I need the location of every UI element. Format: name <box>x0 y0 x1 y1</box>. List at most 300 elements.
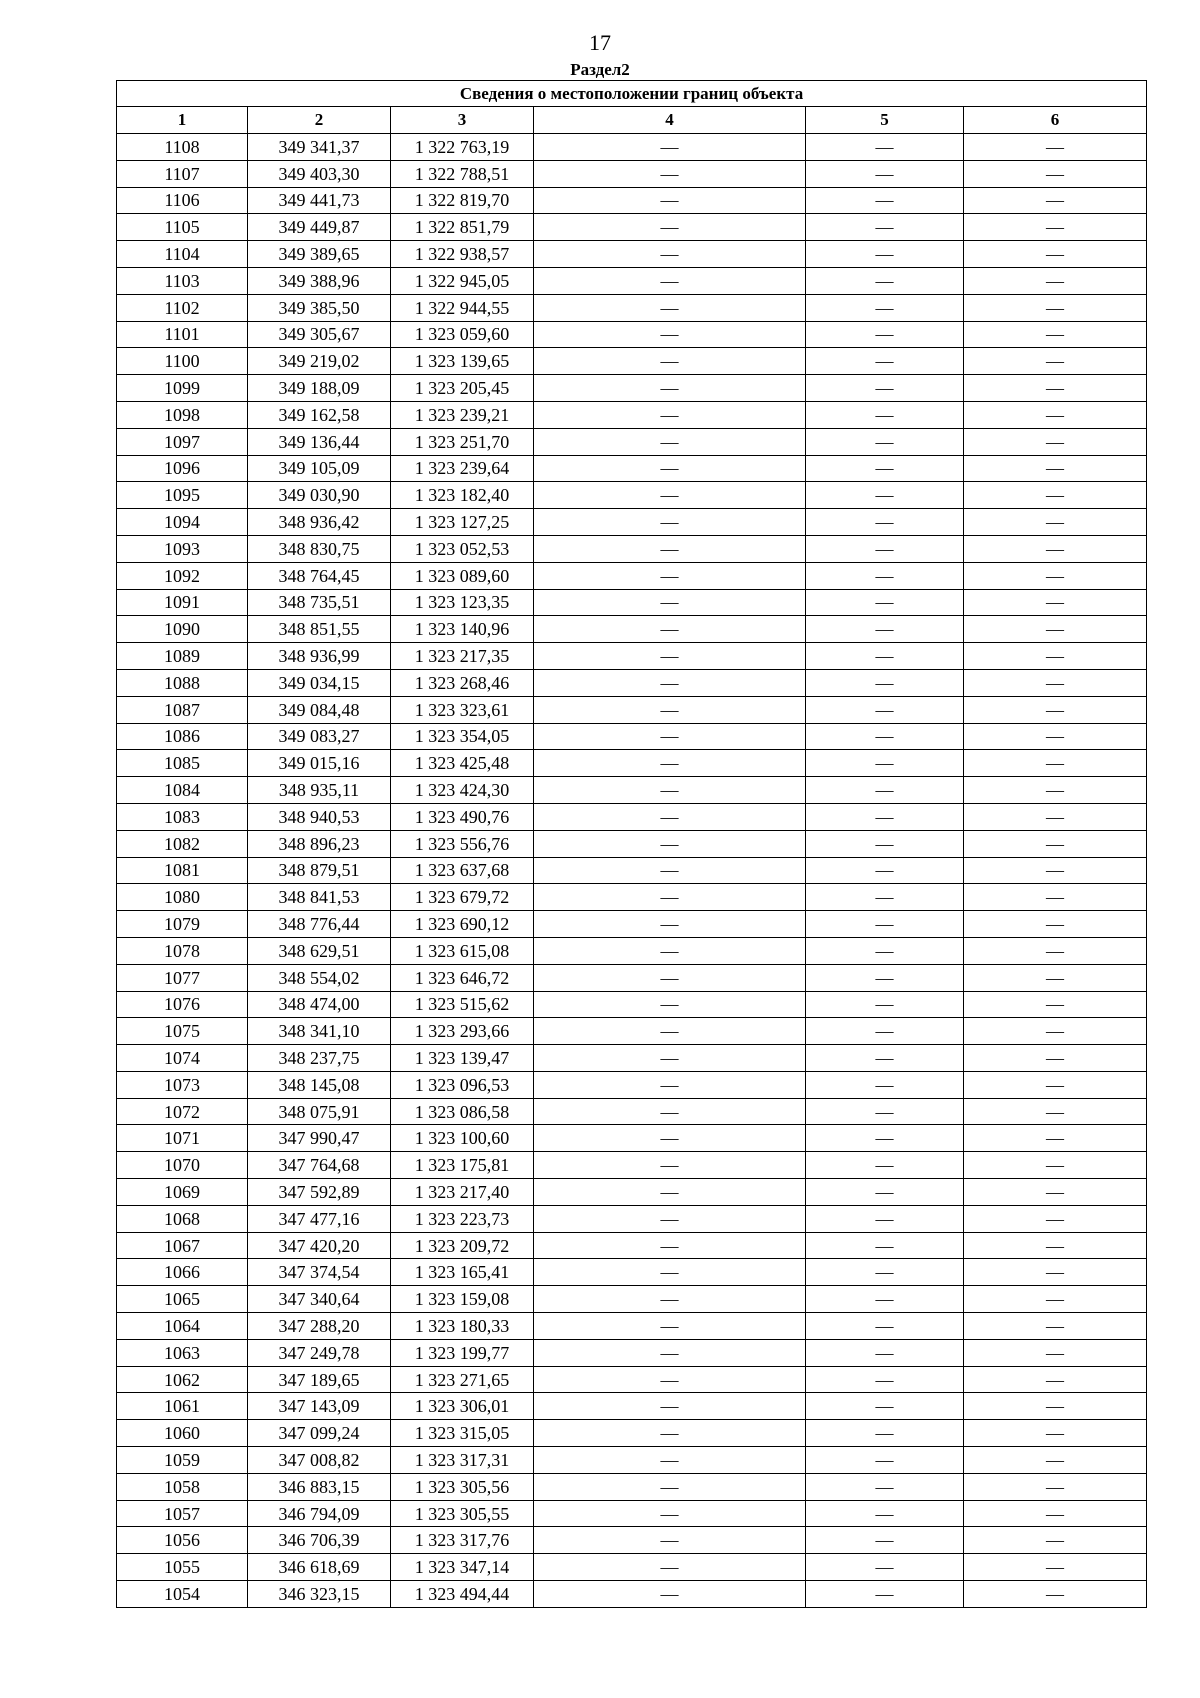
y-coordinate-cell: 1 323 239,21 <box>391 401 534 428</box>
x-coordinate-cell: 348 896,23 <box>248 830 391 857</box>
x-coordinate-cell: 349 388,96 <box>248 267 391 294</box>
column-5-cell: — <box>806 1205 964 1232</box>
y-coordinate-cell: 1 323 086,58 <box>391 1098 534 1125</box>
y-coordinate-cell: 1 323 239,64 <box>391 455 534 482</box>
column-6-cell: — <box>964 375 1147 402</box>
x-coordinate-cell: 349 083,27 <box>248 723 391 750</box>
column-4-cell: — <box>534 589 806 616</box>
y-coordinate-cell: 1 322 819,70 <box>391 187 534 214</box>
column-6-cell: — <box>964 1205 1147 1232</box>
y-coordinate-cell: 1 323 490,76 <box>391 803 534 830</box>
y-coordinate-cell: 1 323 354,05 <box>391 723 534 750</box>
column-6-cell: — <box>964 937 1147 964</box>
column-4-cell: — <box>534 160 806 187</box>
x-coordinate-cell: 348 554,02 <box>248 964 391 991</box>
column-4-cell: — <box>534 214 806 241</box>
column-6-cell: — <box>964 535 1147 562</box>
x-coordinate-cell: 349 441,73 <box>248 187 391 214</box>
table-row <box>117 1339 1147 1366</box>
column-6-cell: — <box>964 1339 1147 1366</box>
point-number-cell: 1062 <box>117 1366 248 1393</box>
table-row <box>117 241 1147 268</box>
y-coordinate-cell: 1 323 293,66 <box>391 1018 534 1045</box>
y-coordinate-cell: 1 323 199,77 <box>391 1339 534 1366</box>
y-coordinate-cell: 1 323 100,60 <box>391 1125 534 1152</box>
table-row <box>117 428 1147 455</box>
column-4-cell: — <box>534 1286 806 1313</box>
column-6-cell: — <box>964 830 1147 857</box>
table-row <box>117 830 1147 857</box>
x-coordinate-cell: 349 034,15 <box>248 669 391 696</box>
column-6-cell: — <box>964 214 1147 241</box>
point-number-cell: 1076 <box>117 991 248 1018</box>
column-6-cell: — <box>964 616 1147 643</box>
column-6-cell: — <box>964 160 1147 187</box>
column-6-cell: — <box>964 1071 1147 1098</box>
x-coordinate-cell: 348 830,75 <box>248 535 391 562</box>
column-5-cell: — <box>806 1018 964 1045</box>
column-4-cell: — <box>534 1581 806 1608</box>
column-4-cell: — <box>534 401 806 428</box>
column-4-cell: — <box>534 455 806 482</box>
y-coordinate-cell: 1 323 268,46 <box>391 669 534 696</box>
point-number-cell: 1063 <box>117 1339 248 1366</box>
column-5-cell: — <box>806 1045 964 1072</box>
table-row <box>117 160 1147 187</box>
column-5-cell: — <box>806 482 964 509</box>
x-coordinate-cell: 349 030,90 <box>248 482 391 509</box>
table-row <box>117 750 1147 777</box>
column-6-cell: — <box>964 884 1147 911</box>
column-5-cell: — <box>806 401 964 428</box>
column-5-cell: — <box>806 1554 964 1581</box>
column-6-cell: — <box>964 401 1147 428</box>
column-6-cell: — <box>964 321 1147 348</box>
column-5-cell: — <box>806 1393 964 1420</box>
column-5-cell: — <box>806 964 964 991</box>
column-6-cell: — <box>964 428 1147 455</box>
column-6-cell: — <box>964 669 1147 696</box>
column-4-cell: — <box>534 1527 806 1554</box>
table-row <box>117 723 1147 750</box>
x-coordinate-cell: 348 776,44 <box>248 911 391 938</box>
table-row <box>117 1393 1147 1420</box>
table-row <box>117 696 1147 723</box>
x-coordinate-cell: 349 105,09 <box>248 455 391 482</box>
y-coordinate-cell: 1 323 305,55 <box>391 1500 534 1527</box>
point-number-cell: 1103 <box>117 267 248 294</box>
y-coordinate-cell: 1 323 556,76 <box>391 830 534 857</box>
column-6-cell: — <box>964 1125 1147 1152</box>
column-6-cell: — <box>964 911 1147 938</box>
y-coordinate-cell: 1 323 217,40 <box>391 1179 534 1206</box>
y-coordinate-cell: 1 323 180,33 <box>391 1313 534 1340</box>
point-number-cell: 1082 <box>117 830 248 857</box>
point-number-cell: 1096 <box>117 455 248 482</box>
x-coordinate-cell: 347 990,47 <box>248 1125 391 1152</box>
y-coordinate-cell: 1 323 515,62 <box>391 991 534 1018</box>
column-4-cell: — <box>534 830 806 857</box>
y-coordinate-cell: 1 323 690,12 <box>391 911 534 938</box>
column-5-cell: — <box>806 803 964 830</box>
x-coordinate-cell: 349 188,09 <box>248 375 391 402</box>
y-coordinate-cell: 1 323 205,45 <box>391 375 534 402</box>
y-coordinate-cell: 1 322 763,19 <box>391 134 534 161</box>
y-coordinate-cell: 1 322 788,51 <box>391 160 534 187</box>
x-coordinate-cell: 348 474,00 <box>248 991 391 1018</box>
column-6-cell: — <box>964 1286 1147 1313</box>
table-row <box>117 1071 1147 1098</box>
column-5-cell: — <box>806 937 964 964</box>
x-coordinate-cell: 348 940,53 <box>248 803 391 830</box>
point-number-cell: 1059 <box>117 1447 248 1474</box>
point-number-cell: 1055 <box>117 1554 248 1581</box>
y-coordinate-cell: 1 323 317,76 <box>391 1527 534 1554</box>
column-5-cell: — <box>806 562 964 589</box>
y-coordinate-cell: 1 322 944,55 <box>391 294 534 321</box>
column-4-cell: — <box>534 1447 806 1474</box>
point-number-cell: 1064 <box>117 1313 248 1340</box>
column-4-cell: — <box>534 1393 806 1420</box>
column-4-cell: — <box>534 1205 806 1232</box>
y-coordinate-cell: 1 323 347,14 <box>391 1554 534 1581</box>
column-5-cell: — <box>806 616 964 643</box>
point-number-cell: 1058 <box>117 1473 248 1500</box>
y-coordinate-cell: 1 323 315,05 <box>391 1420 534 1447</box>
x-coordinate-cell: 346 618,69 <box>248 1554 391 1581</box>
column-6-cell: — <box>964 562 1147 589</box>
column-4-cell: — <box>534 1420 806 1447</box>
point-number-cell: 1092 <box>117 562 248 589</box>
y-coordinate-cell: 1 323 159,08 <box>391 1286 534 1313</box>
point-number-cell: 1089 <box>117 643 248 670</box>
column-4-cell: — <box>534 1366 806 1393</box>
x-coordinate-cell: 349 341,37 <box>248 134 391 161</box>
column-6-cell: — <box>964 1313 1147 1340</box>
table-row <box>117 937 1147 964</box>
table-row <box>117 1286 1147 1313</box>
column-4-cell: — <box>534 321 806 348</box>
point-number-cell: 1098 <box>117 401 248 428</box>
point-number-cell: 1093 <box>117 535 248 562</box>
column-4-cell: — <box>534 964 806 991</box>
column-4-cell: — <box>534 1339 806 1366</box>
point-number-cell: 1087 <box>117 696 248 723</box>
column-4-cell: — <box>534 428 806 455</box>
column-5-cell: — <box>806 1500 964 1527</box>
x-coordinate-cell: 346 706,39 <box>248 1527 391 1554</box>
x-coordinate-cell: 349 403,30 <box>248 160 391 187</box>
table-row <box>117 1447 1147 1474</box>
column-4-cell: — <box>534 1473 806 1500</box>
x-coordinate-cell: 347 099,24 <box>248 1420 391 1447</box>
point-number-cell: 1108 <box>117 134 248 161</box>
y-coordinate-cell: 1 323 140,96 <box>391 616 534 643</box>
x-coordinate-cell: 348 237,75 <box>248 1045 391 1072</box>
table-row <box>117 455 1147 482</box>
column-6-cell: — <box>964 696 1147 723</box>
x-coordinate-cell: 349 084,48 <box>248 696 391 723</box>
table-row <box>117 562 1147 589</box>
x-coordinate-cell: 348 935,11 <box>248 777 391 804</box>
point-number-cell: 1105 <box>117 214 248 241</box>
column-4-cell: — <box>534 696 806 723</box>
point-number-cell: 1107 <box>117 160 248 187</box>
column-4-cell: — <box>534 643 806 670</box>
column-number: 1 <box>117 107 248 134</box>
point-number-cell: 1072 <box>117 1098 248 1125</box>
column-4-cell: — <box>534 535 806 562</box>
column-4-cell: — <box>534 1232 806 1259</box>
table-row <box>117 1125 1147 1152</box>
column-5-cell: — <box>806 1098 964 1125</box>
column-5-cell: — <box>806 750 964 777</box>
table-row <box>117 1473 1147 1500</box>
column-6-cell: — <box>964 1152 1147 1179</box>
point-number-cell: 1074 <box>117 1045 248 1072</box>
column-4-cell: — <box>534 1018 806 1045</box>
column-5-cell: — <box>806 1071 964 1098</box>
column-4-cell: — <box>534 1071 806 1098</box>
x-coordinate-cell: 348 145,08 <box>248 1071 391 1098</box>
page-number: 17 <box>589 30 611 55</box>
column-4-cell: — <box>534 294 806 321</box>
column-6-cell: — <box>964 1259 1147 1286</box>
column-5-cell: — <box>806 160 964 187</box>
y-coordinate-cell: 1 323 305,56 <box>391 1473 534 1500</box>
x-coordinate-cell: 349 389,65 <box>248 241 391 268</box>
y-coordinate-cell: 1 323 209,72 <box>391 1232 534 1259</box>
point-number-cell: 1061 <box>117 1393 248 1420</box>
point-number-cell: 1068 <box>117 1205 248 1232</box>
point-number-cell: 1102 <box>117 294 248 321</box>
x-coordinate-cell: 349 449,87 <box>248 214 391 241</box>
column-6-cell: — <box>964 777 1147 804</box>
table-row <box>117 1313 1147 1340</box>
point-number-cell: 1065 <box>117 1286 248 1313</box>
table-row <box>117 1420 1147 1447</box>
table-row <box>117 267 1147 294</box>
x-coordinate-cell: 348 341,10 <box>248 1018 391 1045</box>
x-coordinate-cell: 348 936,99 <box>248 643 391 670</box>
x-coordinate-cell: 347 249,78 <box>248 1339 391 1366</box>
x-coordinate-cell: 347 477,16 <box>248 1205 391 1232</box>
table-row <box>117 187 1147 214</box>
table-row <box>117 1554 1147 1581</box>
point-number-cell: 1095 <box>117 482 248 509</box>
table-row <box>117 1045 1147 1072</box>
column-6-cell: — <box>964 509 1147 536</box>
point-number-cell: 1060 <box>117 1420 248 1447</box>
column-6-cell: — <box>964 294 1147 321</box>
table-row <box>117 857 1147 884</box>
x-coordinate-cell: 348 629,51 <box>248 937 391 964</box>
point-number-cell: 1067 <box>117 1232 248 1259</box>
x-coordinate-cell: 348 764,45 <box>248 562 391 589</box>
column-4-cell: — <box>534 1179 806 1206</box>
point-number-cell: 1081 <box>117 857 248 884</box>
y-coordinate-cell: 1 323 323,61 <box>391 696 534 723</box>
column-5-cell: — <box>806 1447 964 1474</box>
column-5-cell: — <box>806 455 964 482</box>
table-row <box>117 1098 1147 1125</box>
point-number-cell: 1101 <box>117 321 248 348</box>
column-5-cell: — <box>806 375 964 402</box>
table-body <box>117 134 1147 1608</box>
column-6-cell: — <box>964 803 1147 830</box>
table-row <box>117 214 1147 241</box>
point-number-cell: 1079 <box>117 911 248 938</box>
column-number: 3 <box>391 107 534 134</box>
column-5-cell: — <box>806 214 964 241</box>
point-number-cell: 1078 <box>117 937 248 964</box>
x-coordinate-cell: 347 764,68 <box>248 1152 391 1179</box>
table-row <box>117 964 1147 991</box>
x-coordinate-cell: 347 008,82 <box>248 1447 391 1474</box>
y-coordinate-cell: 1 323 494,44 <box>391 1581 534 1608</box>
table-row <box>117 1259 1147 1286</box>
column-5-cell: — <box>806 1339 964 1366</box>
section-title: Раздел2 <box>570 60 630 79</box>
column-6-cell: — <box>964 857 1147 884</box>
column-6-cell: — <box>964 1045 1147 1072</box>
column-6-cell: — <box>964 1447 1147 1474</box>
column-6-cell: — <box>964 991 1147 1018</box>
column-5-cell: — <box>806 509 964 536</box>
table-row <box>117 1500 1147 1527</box>
column-6-cell: — <box>964 1232 1147 1259</box>
column-5-cell: — <box>806 911 964 938</box>
column-6-cell: — <box>964 750 1147 777</box>
column-6-cell: — <box>964 964 1147 991</box>
column-4-cell: — <box>534 884 806 911</box>
table-row <box>117 1018 1147 1045</box>
table-row <box>117 1152 1147 1179</box>
x-coordinate-cell: 347 374,54 <box>248 1259 391 1286</box>
column-5-cell: — <box>806 884 964 911</box>
point-number-cell: 1070 <box>117 1152 248 1179</box>
point-number-cell: 1066 <box>117 1259 248 1286</box>
column-5-cell: — <box>806 1581 964 1608</box>
column-6-cell: — <box>964 348 1147 375</box>
x-coordinate-cell: 348 936,42 <box>248 509 391 536</box>
column-6-cell: — <box>964 267 1147 294</box>
x-coordinate-cell: 347 340,64 <box>248 1286 391 1313</box>
y-coordinate-cell: 1 323 052,53 <box>391 535 534 562</box>
point-number-cell: 1075 <box>117 1018 248 1045</box>
y-coordinate-cell: 1 322 938,57 <box>391 241 534 268</box>
column-5-cell: — <box>806 321 964 348</box>
x-coordinate-cell: 347 288,20 <box>248 1313 391 1340</box>
column-4-cell: — <box>534 723 806 750</box>
table-row <box>117 1581 1147 1608</box>
y-coordinate-cell: 1 323 637,68 <box>391 857 534 884</box>
y-coordinate-cell: 1 323 425,48 <box>391 750 534 777</box>
table-row <box>117 401 1147 428</box>
column-5-cell: — <box>806 187 964 214</box>
x-coordinate-cell: 346 883,15 <box>248 1473 391 1500</box>
column-6-cell: — <box>964 1473 1147 1500</box>
x-coordinate-cell: 348 841,53 <box>248 884 391 911</box>
point-number-cell: 1071 <box>117 1125 248 1152</box>
column-5-cell: — <box>806 1286 964 1313</box>
column-6-cell: — <box>964 723 1147 750</box>
point-number-cell: 1097 <box>117 428 248 455</box>
column-5-cell: — <box>806 857 964 884</box>
point-number-cell: 1100 <box>117 348 248 375</box>
y-coordinate-cell: 1 323 182,40 <box>391 482 534 509</box>
x-coordinate-cell: 348 735,51 <box>248 589 391 616</box>
x-coordinate-cell: 349 219,02 <box>248 348 391 375</box>
y-coordinate-cell: 1 323 096,53 <box>391 1071 534 1098</box>
column-6-cell: — <box>964 1581 1147 1608</box>
table-row <box>117 348 1147 375</box>
x-coordinate-cell: 348 075,91 <box>248 1098 391 1125</box>
column-5-cell: — <box>806 991 964 1018</box>
column-6-cell: — <box>964 1527 1147 1554</box>
point-number-cell: 1054 <box>117 1581 248 1608</box>
column-5-cell: — <box>806 1259 964 1286</box>
y-coordinate-cell: 1 323 127,25 <box>391 509 534 536</box>
table-row <box>117 669 1147 696</box>
y-coordinate-cell: 1 323 646,72 <box>391 964 534 991</box>
y-coordinate-cell: 1 323 139,65 <box>391 348 534 375</box>
y-coordinate-cell: 1 323 123,35 <box>391 589 534 616</box>
point-number-cell: 1088 <box>117 669 248 696</box>
x-coordinate-cell: 346 794,09 <box>248 1500 391 1527</box>
column-4-cell: — <box>534 750 806 777</box>
column-4-cell: — <box>534 911 806 938</box>
x-coordinate-cell: 347 143,09 <box>248 1393 391 1420</box>
table-row <box>117 991 1147 1018</box>
x-coordinate-cell: 346 323,15 <box>248 1581 391 1608</box>
point-number-cell: 1056 <box>117 1527 248 1554</box>
point-number-cell: 1077 <box>117 964 248 991</box>
x-coordinate-cell: 349 015,16 <box>248 750 391 777</box>
column-6-cell: — <box>964 1179 1147 1206</box>
column-6-cell: — <box>964 1393 1147 1420</box>
x-coordinate-cell: 348 851,55 <box>248 616 391 643</box>
point-number-cell: 1057 <box>117 1500 248 1527</box>
column-5-cell: — <box>806 134 964 161</box>
table-row <box>117 509 1147 536</box>
x-coordinate-cell: 347 420,20 <box>248 1232 391 1259</box>
point-number-cell: 1091 <box>117 589 248 616</box>
y-coordinate-cell: 1 323 306,01 <box>391 1393 534 1420</box>
column-number: 2 <box>248 107 391 134</box>
y-coordinate-cell: 1 323 424,30 <box>391 777 534 804</box>
point-number-cell: 1080 <box>117 884 248 911</box>
point-number-cell: 1069 <box>117 1179 248 1206</box>
column-4-cell: — <box>534 562 806 589</box>
column-number-row <box>117 107 1147 134</box>
column-5-cell: — <box>806 348 964 375</box>
y-coordinate-cell: 1 323 271,65 <box>391 1366 534 1393</box>
y-coordinate-cell: 1 323 165,41 <box>391 1259 534 1286</box>
column-4-cell: — <box>534 1500 806 1527</box>
point-number-cell: 1104 <box>117 241 248 268</box>
column-5-cell: — <box>806 535 964 562</box>
column-4-cell: — <box>534 1125 806 1152</box>
table-row <box>117 375 1147 402</box>
column-number: 6 <box>964 107 1147 134</box>
column-4-cell: — <box>534 187 806 214</box>
table-row <box>117 321 1147 348</box>
column-6-cell: — <box>964 455 1147 482</box>
table-row <box>117 134 1147 161</box>
point-number-cell: 1099 <box>117 375 248 402</box>
column-5-cell: — <box>806 1152 964 1179</box>
